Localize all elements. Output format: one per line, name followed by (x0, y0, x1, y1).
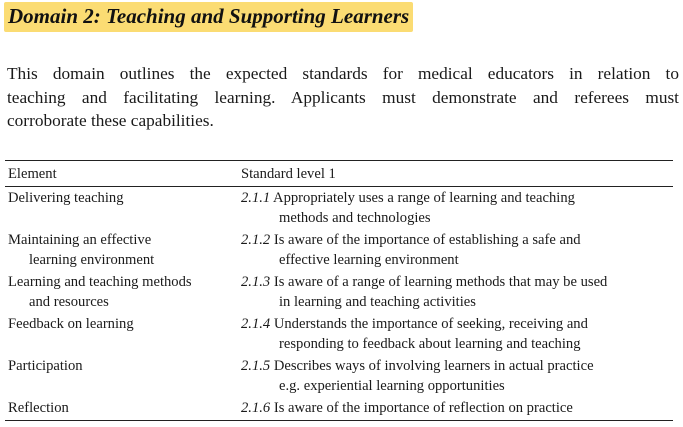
column-header-standard: Standard level 1 (241, 166, 336, 182)
domain-heading: Domain 2: Teaching and Supporting Learners (8, 4, 410, 28)
standard-text: 2.1.1 Appropriately uses a range of learning and teaching (241, 190, 575, 206)
table-header-rule (5, 186, 673, 187)
domain-heading-highlight (4, 2, 413, 32)
standard-cell (241, 188, 673, 228)
standard-cell (241, 356, 673, 396)
table-top-rule (5, 160, 673, 161)
intro-line: corroborate these capabilities. (7, 111, 214, 130)
standard-text: 2.1.4 Understands the importance of seeking, receiving and (241, 316, 588, 332)
element-text: Feedback on learning (8, 316, 134, 332)
standard-cell (241, 398, 673, 418)
standard-text: 2.1.2 Is aware of the importance of establishing a safe and (241, 232, 581, 248)
standard-number: 2.1.4 (241, 316, 271, 332)
element-text: Participation (8, 358, 83, 374)
standard-text-continued: effective learning environment (279, 252, 459, 268)
element-text: Delivering teaching (8, 190, 124, 206)
intro-line: teaching and facilitating learning. Applicants must demonstrate and referees must (7, 87, 679, 107)
standard-cell (241, 230, 673, 270)
standard-text: 2.1.6 Is aware of the importance of reflection on practice (241, 400, 573, 416)
element-cell (8, 398, 236, 418)
standard-text-continued: methods and technologies (279, 210, 431, 226)
column-header-element: Element (8, 166, 57, 182)
standard-number: 2.1.3 (241, 274, 271, 290)
element-cell (8, 314, 236, 334)
standard-text: 2.1.3 Is aware of a range of learning methods that may be used (241, 274, 608, 290)
element-cell (8, 188, 236, 208)
standard-text-continued: responding to feedback about learning and teaching (279, 336, 581, 352)
standard-number: 2.1.5 (241, 358, 271, 374)
standard-text: 2.1.5 Describes ways of involving learners in actual practice (241, 358, 594, 374)
element-cell (8, 230, 236, 270)
element-text: Reflection (8, 400, 69, 416)
intro-paragraph (7, 62, 679, 133)
standard-text-continued: in learning and teaching activities (279, 294, 476, 310)
element-cell (8, 356, 236, 376)
standard-cell (241, 314, 673, 354)
table-bottom-rule (5, 420, 673, 421)
standard-cell (241, 272, 673, 312)
element-cell (8, 272, 236, 312)
element-text: Learning and teaching methods (8, 274, 192, 290)
standard-number: 2.1.2 (241, 232, 271, 248)
standard-number: 2.1.6 (241, 400, 271, 416)
standard-number: 2.1.1 (241, 190, 271, 206)
element-text: Maintaining an effective (8, 232, 152, 248)
intro-line: This domain outlines the expected standards for medical educators in relation to (7, 64, 679, 83)
standard-text-continued: e.g. experiential learning opportunities (279, 378, 505, 394)
element-text: learning environment (29, 252, 155, 268)
element-text: and resources (29, 294, 109, 310)
